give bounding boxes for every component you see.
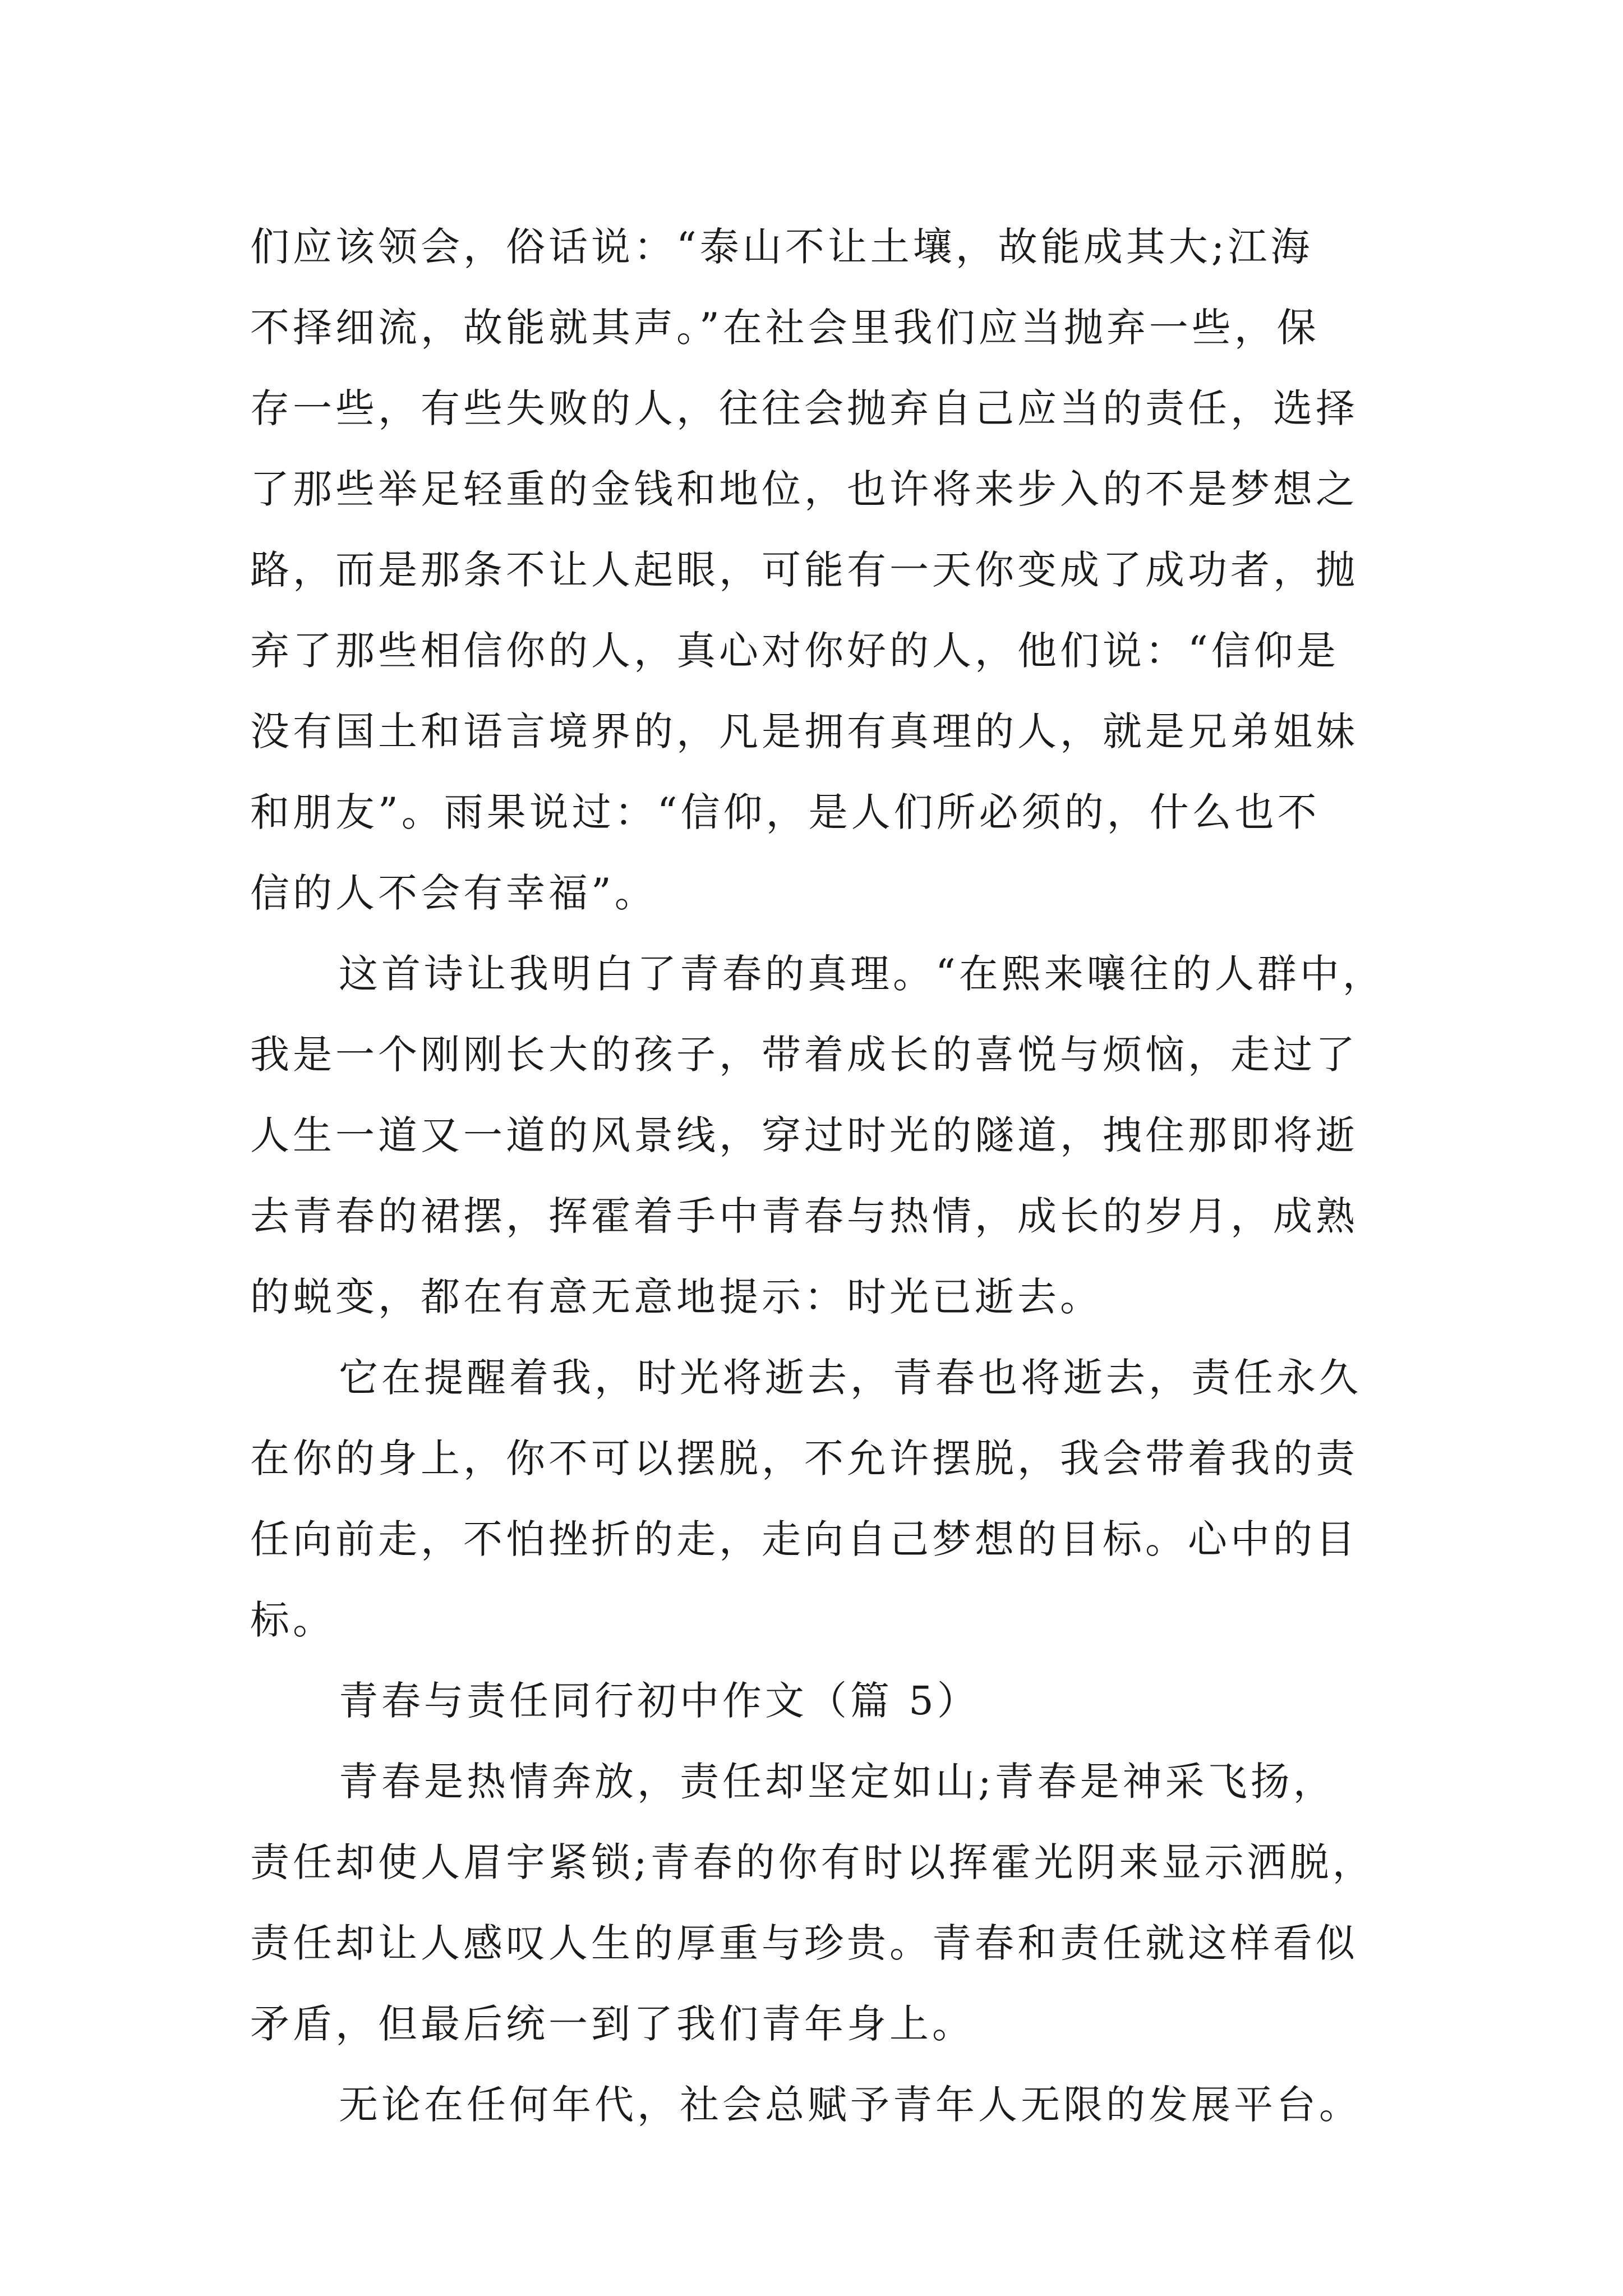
text-line: 信的人不会有幸福”。 bbox=[250, 870, 657, 916]
text-line: 在你的身上，你不可以摆脱，不允许摆脱，我会带着我的责 bbox=[250, 1435, 1358, 1481]
text-line: 这首诗让我明白了青春的真理。“在熙来嚷往的人群中， bbox=[339, 951, 1385, 997]
text-line: 标。 bbox=[250, 1597, 335, 1643]
text-line: 责任却让人感叹人生的厚重与珍贵。青春和责任就这样看似 bbox=[250, 1920, 1358, 1966]
text-line: 矛盾，但最后统一到了我们青年身上。 bbox=[250, 2001, 975, 2047]
text-line: 和朋友”。雨果说过：“信仰，是人们所必须的，什么也不 bbox=[250, 789, 1320, 835]
text-line: 路，而是那条不让人起眼，可能有一天你变成了成功者，抛 bbox=[250, 547, 1358, 593]
text-line: 任向前走，不怕挫折的走，走向自己梦想的目标。心中的目 bbox=[250, 1516, 1358, 1562]
text-line: 了那些举足轻重的金钱和地位，也许将来步入的不是梦想之 bbox=[250, 466, 1358, 512]
text-line: 青春是热情奔放，责任却坚定如山;青春是神采飞扬， bbox=[339, 1759, 1336, 1805]
text-line: 我是一个刚刚长大的孩子，带着成长的喜悦与烦恼，走过了 bbox=[250, 1032, 1358, 1078]
section-heading: 青春与责任同行初中作文（篇 5） bbox=[339, 1678, 980, 1724]
text-line: 们应该领会，俗话说：“泰山不让土壤，故能成其大;江海 bbox=[250, 224, 1313, 270]
text-line: 弃了那些相信你的人，真心对你好的人，他们说：“信仰是 bbox=[250, 628, 1339, 674]
text-line: 它在提醒着我，时光将逝去，青春也将逝去，责任永久 bbox=[339, 1355, 1362, 1401]
text-line: 存一些，有些失败的人，往往会抛弃自己应当的责任，选择 bbox=[250, 385, 1358, 431]
text-line: 无论在任何年代，社会总赋予青年人无限的发展平台。 bbox=[339, 2082, 1362, 2128]
text-line: 人生一道又一道的风景线，穿过时光的隧道，拽住那即将逝 bbox=[250, 1112, 1358, 1158]
text-line: 没有国土和语言境界的，凡是拥有真理的人，就是兄弟姐妹 bbox=[250, 708, 1358, 754]
text-line: 去青春的裙摆，挥霍着手中青春与热情，成长的岁月，成熟 bbox=[250, 1193, 1358, 1239]
text-line: 不择细流，故能就其声。”在社会里我们应当抛弃一些，保 bbox=[250, 305, 1320, 351]
body-text bbox=[250, 206, 1417, 2145]
text-line: 的蜕变，都在有意无意地提示：时光已逝去。 bbox=[250, 1274, 1103, 1320]
text-line: 责任却使人眉宇紧锁;青春的你有时以挥霍光阴来显示洒脱， bbox=[250, 1839, 1375, 1885]
